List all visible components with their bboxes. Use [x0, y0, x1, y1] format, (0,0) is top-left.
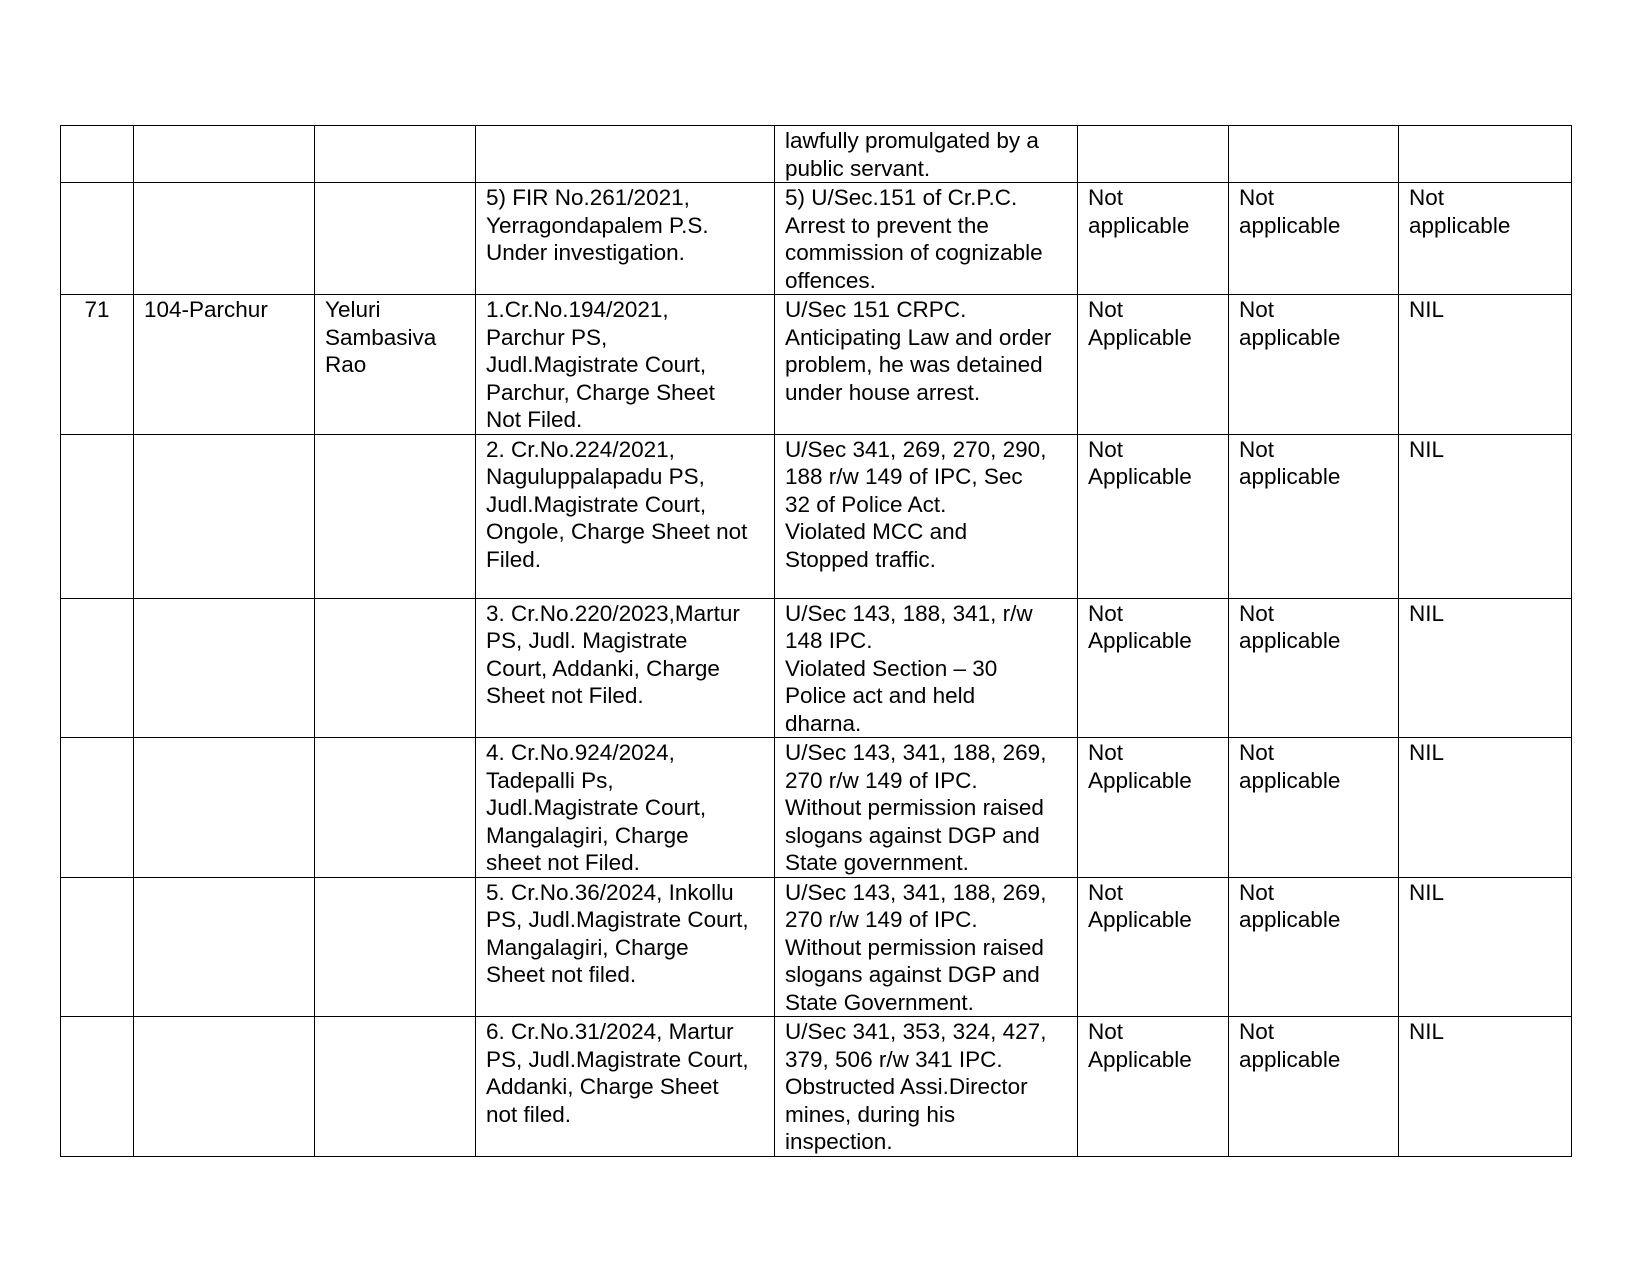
column-8-cell: NIL	[1399, 1017, 1572, 1157]
case-details-cell	[476, 126, 775, 183]
table-row	[61, 434, 1572, 598]
serial-number-cell	[61, 1017, 134, 1157]
column-7-cell: Not applicable	[1229, 877, 1399, 1017]
column-6-cell: Not Applicable	[1078, 598, 1229, 738]
column-7-cell: Not applicable	[1229, 1017, 1399, 1157]
case-details-cell: 5) FIR No.261/2021, Yerragondapalem P.S. Under investigation.	[476, 183, 775, 295]
constituency-cell	[134, 183, 315, 295]
table-row	[61, 295, 1572, 435]
column-6-cell: Not applicable	[1078, 183, 1229, 295]
column-8-cell: NIL	[1399, 434, 1572, 598]
column-8-cell: NIL	[1399, 598, 1572, 738]
section-details-cell: 5) U/Sec.151 of Cr.P.C. Arrest to prevent the commission of cognizable offences.	[775, 183, 1078, 295]
column-7-cell: Not applicable	[1229, 295, 1399, 435]
table-row	[61, 598, 1572, 738]
constituency-cell	[134, 1017, 315, 1157]
section-details-cell: U/Sec 341, 353, 324, 427, 379, 506 r/w 341 IPC. Obstructed Assi.Director mines, during his inspection.	[775, 1017, 1078, 1157]
case-details-cell: 3. Cr.No.220/2023,Martur PS, Judl. Magistrate Court, Addanki, Charge Sheet not Filed.	[476, 598, 775, 738]
section-details-cell: lawfully promulgated by a public servant.	[775, 126, 1078, 183]
candidate-cell	[315, 434, 476, 598]
cases-table	[60, 125, 1572, 1157]
table-row	[61, 126, 1572, 183]
case-details-cell: 4. Cr.No.924/2024, Tadepalli Ps, Judl.Magistrate Court, Mangalagiri, Charge sheet not Filed.	[476, 738, 775, 878]
section-details-cell: U/Sec 341, 269, 270, 290, 188 r/w 149 of IPC, Sec 32 of Police Act. Violated MCC and Stopped traffic.	[775, 434, 1078, 598]
case-details-cell: 6. Cr.No.31/2024, Martur PS, Judl.Magistrate Court, Addanki, Charge Sheet not filed.	[476, 1017, 775, 1157]
candidate-cell	[315, 877, 476, 1017]
serial-number-cell	[61, 877, 134, 1017]
candidate-cell: Yeluri Sambasiva Rao	[315, 295, 476, 435]
constituency-cell	[134, 877, 315, 1017]
column-6-cell	[1078, 126, 1229, 183]
candidate-cell	[315, 183, 476, 295]
column-6-cell: Not Applicable	[1078, 434, 1229, 598]
section-details-cell: U/Sec 143, 188, 341, r/w 148 IPC. Violated Section – 30 Police act and held dharna.	[775, 598, 1078, 738]
column-7-cell: Not applicable	[1229, 598, 1399, 738]
column-8-cell: NIL	[1399, 877, 1572, 1017]
column-6-cell: Not Applicable	[1078, 738, 1229, 878]
column-8-cell: NIL	[1399, 738, 1572, 878]
column-8-cell: NIL	[1399, 295, 1572, 435]
case-details-cell: 1.Cr.No.194/2021, Parchur PS, Judl.Magistrate Court, Parchur, Charge Sheet Not Filed.	[476, 295, 775, 435]
column-6-cell: Not Applicable	[1078, 877, 1229, 1017]
candidate-cell	[315, 126, 476, 183]
candidate-cell	[315, 1017, 476, 1157]
column-7-cell: Not applicable	[1229, 738, 1399, 878]
candidate-cell	[315, 738, 476, 878]
table-row	[61, 738, 1572, 878]
table-row	[61, 183, 1572, 295]
candidate-cell	[315, 598, 476, 738]
section-details-cell: U/Sec 151 CRPC. Anticipating Law and order problem, he was detained under house arrest.	[775, 295, 1078, 435]
constituency-cell	[134, 598, 315, 738]
constituency-cell	[134, 738, 315, 878]
case-details-cell: 5. Cr.No.36/2024, Inkollu PS, Judl.Magistrate Court, Mangalagiri, Charge Sheet not filed.	[476, 877, 775, 1017]
column-8-cell	[1399, 126, 1572, 183]
serial-number-cell	[61, 738, 134, 878]
column-6-cell: Not Applicable	[1078, 1017, 1229, 1157]
serial-number-cell	[61, 434, 134, 598]
column-6-cell: Not Applicable	[1078, 295, 1229, 435]
column-7-cell: Not applicable	[1229, 434, 1399, 598]
constituency-cell: 104-Parchur	[134, 295, 315, 435]
serial-number-cell	[61, 126, 134, 183]
case-details-cell: 2. Cr.No.224/2021, Naguluppalapadu PS, Judl.Magistrate Court, Ongole, Charge Sheet not Filed.	[476, 434, 775, 598]
serial-number-cell: 71	[61, 295, 134, 435]
serial-number-cell	[61, 183, 134, 295]
section-details-cell: U/Sec 143, 341, 188, 269, 270 r/w 149 of IPC. Without permission raised slogans against DGP and State government.	[775, 738, 1078, 878]
column-7-cell	[1229, 126, 1399, 183]
column-7-cell: Not applicable	[1229, 183, 1399, 295]
constituency-cell	[134, 126, 315, 183]
section-details-cell: U/Sec 143, 341, 188, 269, 270 r/w 149 of IPC. Without permission raised slogans against DGP and State Government.	[775, 877, 1078, 1017]
table-row	[61, 877, 1572, 1017]
serial-number-cell	[61, 598, 134, 738]
table-row	[61, 1017, 1572, 1157]
constituency-cell	[134, 434, 315, 598]
column-8-cell: Not applicable	[1399, 183, 1572, 295]
